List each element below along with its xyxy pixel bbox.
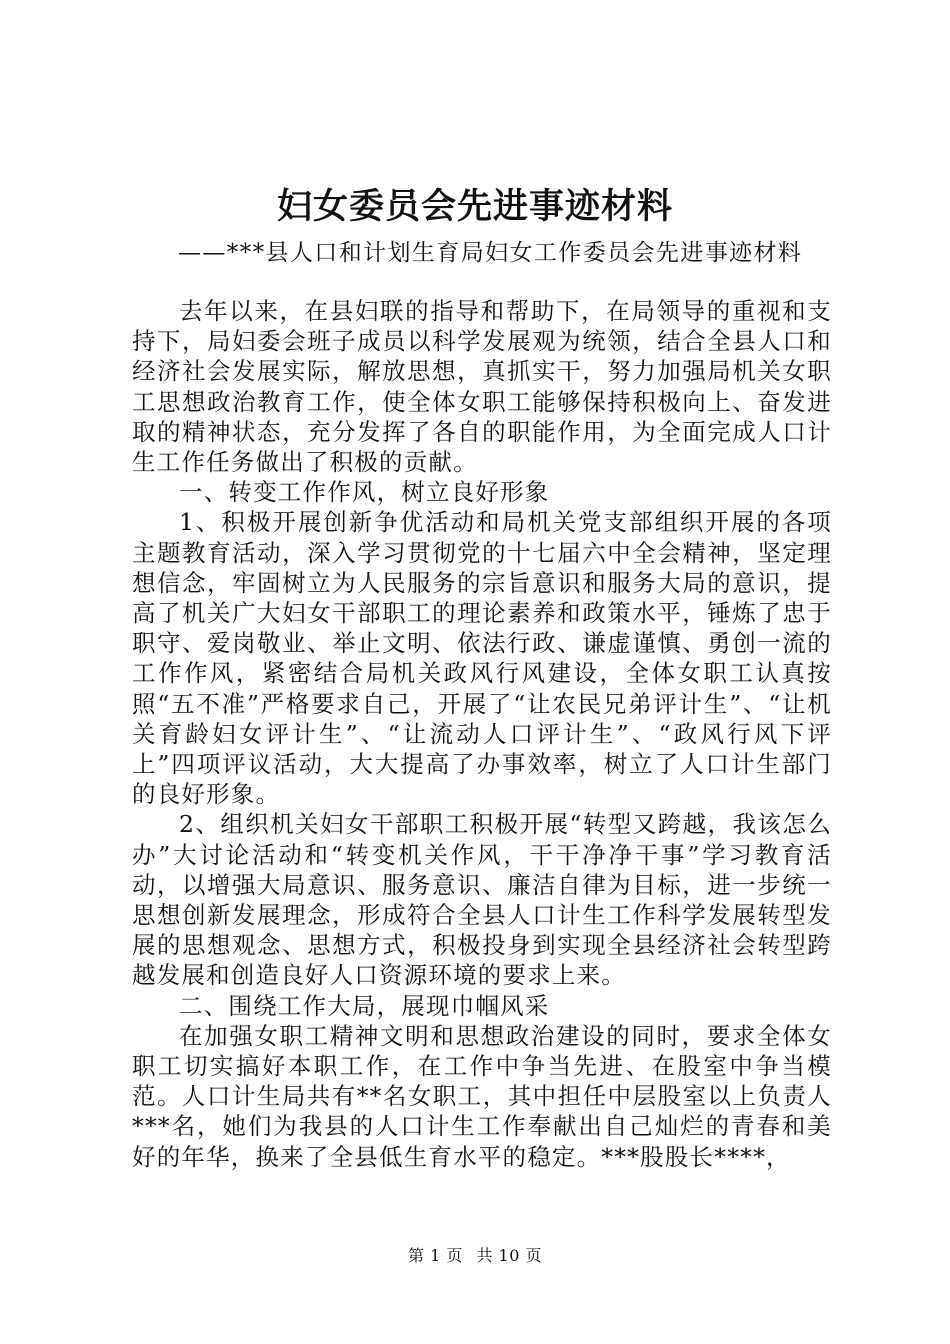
document-body — [132, 296, 832, 1172]
page-total: 共 10 页 — [476, 1246, 542, 1265]
page-number: 第 1 页 — [408, 1246, 463, 1265]
document-title: 妇女委员会先进事迹材料 — [276, 186, 673, 227]
document-subtitle: ——***县人口和计划生育局妇女工作委员会先进事迹材料 — [178, 240, 803, 266]
paragraph-item-2: 2、组织机关妇女干部职工积极开展“转型又跨越，我该怎么办”大讨论活动和“转变机关作风，干干净净干事”学习教育活动，以增强大局意识、服务意识、廉洁自律为目标，进一步统一思想创新发展理念，形成符合全县人口计生工作科学发展转型发展的思想观念、思想方式，积极投身到实现全县经济社会转型跨越发展和创造良好人口资源环境的要求上来。 — [132, 810, 832, 990]
paragraph-section-2: 在加强女职工精神文明和思想政治建设的同时，要求全体女职工切实搞好本职工作，在工作中争当先进、在股室中争当模范。人口计生局共有**名女职工，其中担任中层股室以上负责人***名，她们为我县的人口计生工作奉献出自己灿烂的青春和美好的年华，换来了全县低生育水平的稳定。***股股长****， — [132, 1021, 832, 1171]
section-heading-2: 二、围绕工作大局，展现巾帼风采 — [179, 991, 550, 1020]
paragraph-intro: 去年以来，在县妇联的指导和帮助下，在局领导的重视和支持下，局妇委会班子成员以科学发展观为统领，结合全县人口和经济社会发展实际，解放思想，真抓实干，努力加强局机关女职工思想政治教育工作，使全体女职工能够保持积极向上、奋发进取的精神状态，充分发挥了各自的职能作用，为全面完成人口计生工作任务做出了积极的贡献。 — [132, 297, 832, 477]
section-heading-1: 一、转变工作作风，树立良好形象 — [179, 478, 550, 507]
paragraph-item-1: 1、积极开展创新争优活动和局机关党支部组织开展的各项主题教育活动，深入学习贯彻党的十七届六中全会精神，坚定理想信念，牢固树立为人民服务的宗旨意识和服务大局的意识，提高了机关广大妇女干部职工的理论素养和政策水平，锤炼了忠于职守、爱岗敬业、举止文明、依法行政、谦虚谨慎、勇创一流的工作作风，紧密结合局机关政风行风建设，全体女职工认真按照“五不准”严格要求自己，开展了“让农民兄弟评计生”、“让机关育龄妇女评计生”、“让流动人口评计生”、“政风行风下评上”四项评议活动，大大提高了办事效率，树立了人口计生部门的良好形象。 — [132, 508, 832, 809]
page-footer — [0, 1243, 950, 1266]
